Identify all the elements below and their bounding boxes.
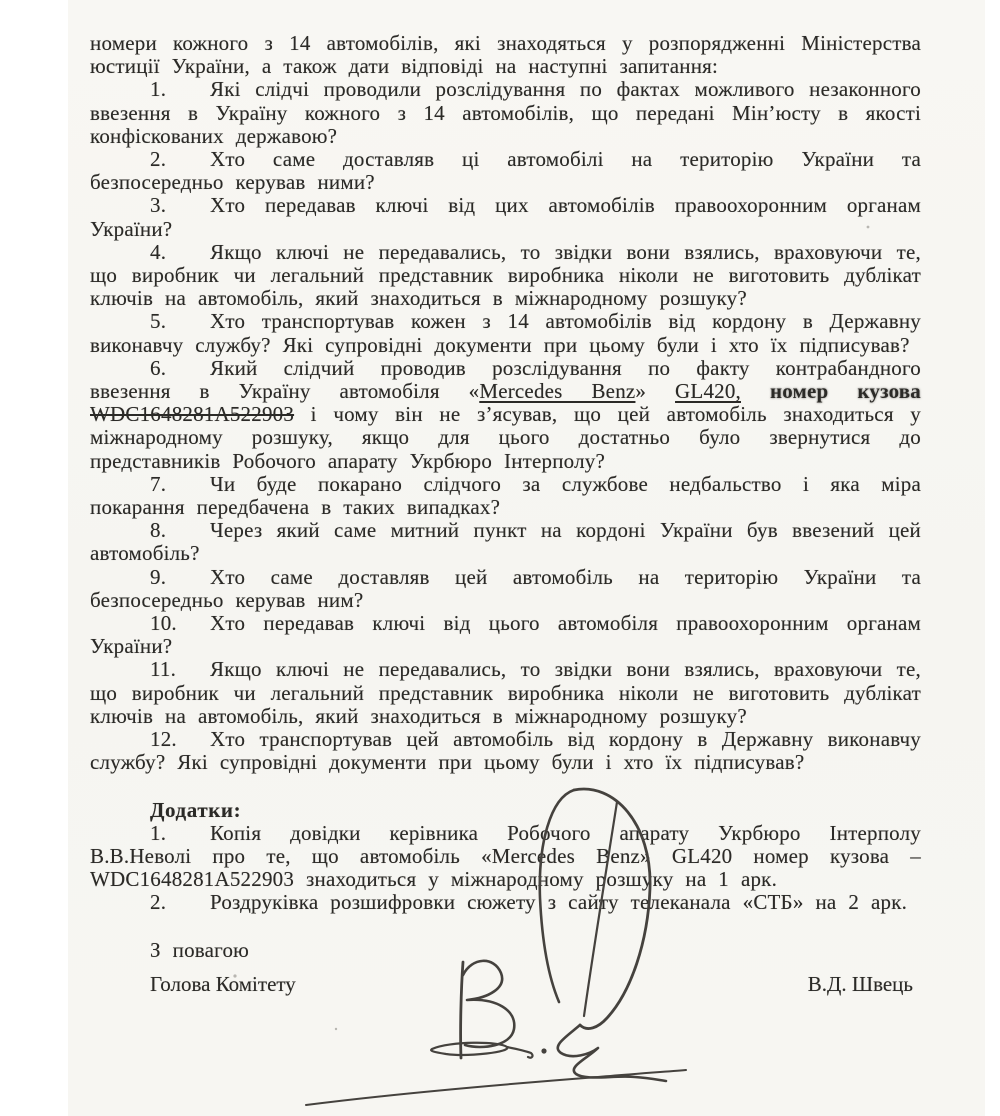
- question-item-number: 9.: [150, 564, 167, 589]
- question-item: [90, 566, 921, 612]
- question-item: [90, 194, 921, 240]
- attachment-item: [90, 822, 921, 892]
- attachment-item-number: 1.: [150, 820, 167, 845]
- question-item-text: Які слідчі проводили розслідування по фактах можливого незаконного ввезення в Україну кожного з 14 автомобілів, що передані Мін’юсту в якості конфіскованих державою?: [90, 77, 921, 148]
- question-item-text: Хто передавав ключі від цих автомобілів правоохоронним органам України?: [90, 193, 921, 241]
- question-item-text: Який слідчий проводив розслідування по факту контрабандного ввезення в Україну автомобіля «: [90, 355, 921, 404]
- question-item-text: номер кузова: [769, 379, 922, 404]
- signer-name: В.Д. Швець: [807, 971, 913, 996]
- question-item: [90, 357, 921, 473]
- question-item-text: Хто транспортував кожен з 14 автомобілів від кордону в Державну виконавчу службу? Які супровідні документи при цьому були і хто їх підписував?: [90, 309, 921, 357]
- question-item: [90, 728, 921, 774]
- paper-sheet: [68, 0, 985, 1116]
- attachments-list: [90, 822, 921, 915]
- attachment-item: [90, 891, 921, 914]
- question-item-text: »: [635, 379, 676, 404]
- question-item: [90, 473, 921, 519]
- question-item-text: Mercedes Benz: [479, 379, 636, 404]
- question-item: [90, 148, 921, 194]
- closing-salutation: З повагою: [150, 937, 250, 962]
- closing-block: [90, 939, 921, 996]
- question-item-text: Якщо ключі не передавались, то звідки вони взялись, враховуючи те, що виробник чи легальний представник виробника ніколи не виготовить дублікат ключів на автомобіль, який знаходиться в міжнародному розшуку?: [90, 657, 921, 728]
- question-item: [90, 310, 921, 356]
- attachment-item-text: Роздруківка розшифровки сюжету з сайту телеканала «СТБ» на 2 арк.: [210, 890, 908, 915]
- question-item-number: 2.: [150, 147, 167, 172]
- letter-body: [90, 32, 921, 996]
- question-item-number: 7.: [150, 471, 167, 496]
- question-item-text: Хто передавав ключі від цього автомобіля правоохоронним органам України?: [90, 611, 921, 659]
- question-item-text: і чому він не з’ясував, що цей автомобіль знаходиться у міжнародному розшуку, якщо для цього достатньо було звернутися до представників Робочого апарату Укрбюро Інтерполу?: [90, 402, 921, 473]
- attachment-item-text: Копія довідки керівника Робочого апарату Укрбюро Інтерполу В.В.Неволі про те, що автомобіль «Mercedes Benz» GL420 номер кузова – WDC1648281A522903 знаходиться у міжнародному розшуку на 1 арк.: [90, 820, 921, 892]
- question-item: [90, 78, 921, 148]
- question-item-number: 11.: [150, 657, 177, 682]
- signer-row: [90, 973, 921, 996]
- question-item: [90, 658, 921, 728]
- question-item-text: GL420,: [675, 379, 741, 404]
- question-item-text: Хто транспортував цей автомобіль від кордону в Державну виконавчу службу? Які супровідні документи при цьому були і хто їх підписував?: [90, 727, 921, 775]
- question-item-number: 3.: [150, 193, 167, 218]
- question-item: [90, 519, 921, 565]
- question-item-number: 1.: [150, 77, 167, 102]
- question-item-text: Хто саме доставляв ці автомобілі на територію України та безпосередньо керував ними?: [90, 147, 921, 195]
- question-item: [90, 241, 921, 311]
- question-item-text: Чи буде покарано слідчого за службове недбальство і яка міра покарання передбачена в таких випадках?: [90, 471, 921, 520]
- question-item-number: 12.: [150, 727, 177, 752]
- questions-list: [90, 78, 921, 774]
- question-item-number: 10.: [150, 611, 177, 636]
- question-item-number: 4.: [150, 239, 167, 264]
- question-item-text: [741, 379, 770, 403]
- signer-title: Голова Комітету: [150, 971, 296, 996]
- question-item-number: 8.: [150, 518, 167, 543]
- question-item-text: Хто саме доставляв цей автомобіль на територію України та безпосередньо керував ним?: [90, 564, 921, 612]
- question-item-number: 5.: [150, 309, 167, 334]
- attachments-title: Додатки:: [150, 797, 242, 822]
- question-item: [90, 612, 921, 658]
- question-item-number: 6.: [150, 355, 167, 380]
- question-item-text: WDC1648281A522903: [90, 402, 295, 427]
- question-item-text: Через який саме митний пункт на кордоні України був ввезений цей автомобіль?: [90, 518, 921, 566]
- intro-paragraph: номери кожного з 14 автомобілів, які знаходяться у розпорядженні Міністерства юстиції України, а також дати відповіді на наступні запитання:: [90, 31, 921, 79]
- question-item-text: Якщо ключі не передавались, то звідки вони взялись, враховуючи те, що виробник чи легальний представник виробника ніколи не виготовить дублікат ключів на автомобіль, який знаходиться в міжнародному розшуку?: [90, 239, 921, 311]
- attachment-item-number: 2.: [150, 890, 167, 915]
